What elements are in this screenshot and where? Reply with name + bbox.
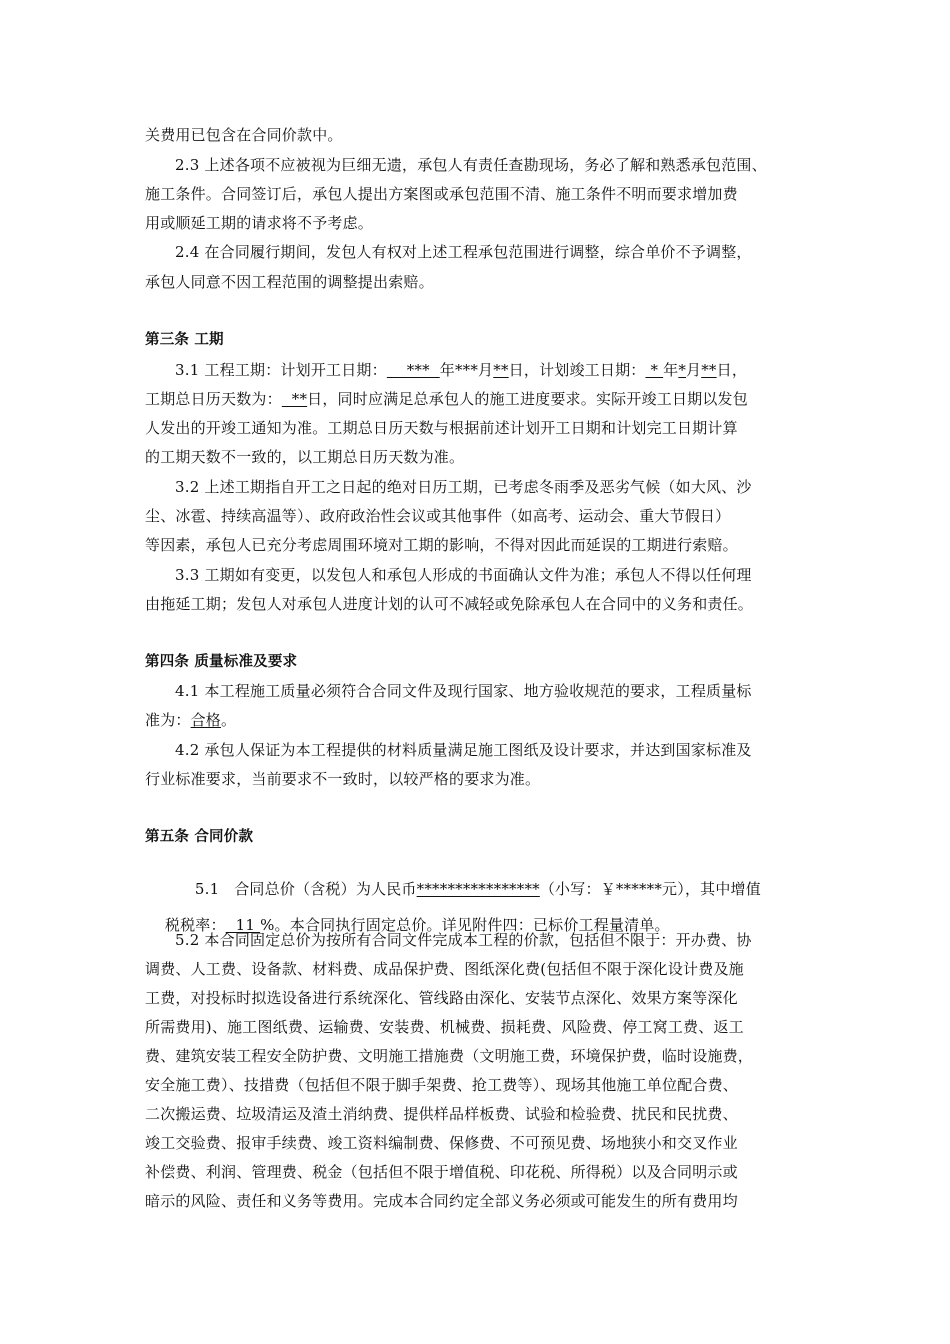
paragraph-line: 暗示的风险、责任和义务等费用。完成本合同约定全部义务必须或可能发生的所有费用均 xyxy=(145,1192,738,1210)
start-day-blank: ** xyxy=(493,361,509,379)
end-month-blank: * xyxy=(678,361,687,379)
paragraph-line: 由拖延工期；发包人对承包人进度计划的认可不减轻或免除承包人在合同中的义务和责任。 xyxy=(145,595,754,613)
clause-2-3-line: 2.3 上述各项不应被视为巨细无遗，承包人有责任查勘现场，务必了解和熟悉承包范围、 xyxy=(175,156,767,174)
contract-amount-blank: **************** xyxy=(416,880,540,898)
paragraph-line xyxy=(145,710,236,730)
paragraph-line: 行业标准要求，当前要求不一致时，以较严格的要求为准。 xyxy=(145,770,541,788)
text-run: 工期总日历天数为： xyxy=(145,390,282,408)
clause-3-1-line xyxy=(175,360,747,380)
paragraph-line: 人发出的开竣工通知为准。工期总日历天数与根据前述计划开工日期和计划完工日期计算 xyxy=(145,419,738,437)
paragraph-line: 尘、冰雹、持续高温等）、政府政治性会议或其他事件（如高考、运动会、重大节假日） xyxy=(145,507,731,525)
clause-4-2-line: 4.2 承包人保证为本工程提供的材料质量满足施工图纸及设计要求，并达到国家标准及 xyxy=(175,741,752,759)
clause-2-4-line: 2.4 在合同履行期间，发包人有权对上述工程承包范围进行调整，综合单价不予调整， xyxy=(175,243,752,261)
text-run: 日， xyxy=(716,361,748,379)
text-run: 日，同时应满足总承包人的施工进度要求。实际开竣工日期以发包 xyxy=(307,390,748,408)
paragraph-line: 用或顺延工期的请求将不予考虑。 xyxy=(145,214,374,232)
text-run: %。本合同执行固定总价。详见附件四：已标价工程量清单。 xyxy=(260,916,670,934)
clause-4-1-line: 4.1 本工程施工质量必须符合合同文件及现行国家、地方验收规范的要求，工程质量标 xyxy=(175,682,752,700)
end-year-blank: * xyxy=(645,361,664,379)
paragraph-line: 施工条件。合同签订后，承包人提出方案图或承包范围不清、施工条件不明而要求增加费 xyxy=(145,185,738,203)
paragraph-line: 费、建筑安装工程安全防护费、文明施工措施费（文明施工费，环境保护费，临时设施费， xyxy=(145,1047,754,1065)
paragraph-line xyxy=(145,389,748,409)
clause-5-2-line: 5.2 本合同固定总价为按所有合同文件完成本工程的价款，包括但不限于：开办费、协 xyxy=(175,931,752,949)
paragraph-line: 所需费用)、施工图纸费、运输费、安装费、机械费、损耗费、风险费、停工窝工费、返工 xyxy=(145,1018,744,1036)
section-heading-article-5: 第五条 合同价款 xyxy=(145,829,254,845)
paragraph-line: 的工期天数不一致的，以工期总日历天数为准。 xyxy=(145,448,465,466)
text-run: 。 xyxy=(221,711,237,729)
end-day-blank: ** xyxy=(701,361,717,379)
paragraph-line: 二次搬运费、垃圾清运及渣土消纳费、提供样品样板费、试验和检验费、扰民和民扰费、 xyxy=(145,1105,738,1123)
text-run: 准为： xyxy=(145,711,191,729)
paragraph-line: 关费用已包含在合同价款中。 xyxy=(145,126,343,144)
paragraph-line: 工费，对投标时拟选设备进行系统深化、管线路由深化、安装节点深化、效果方案等深化 xyxy=(145,989,738,1007)
quality-standard-value: 合格 xyxy=(190,711,222,729)
paragraph-line: 等因素，承包人已充分考虑周围环境对工期的影响，不得对因此而延误的工期进行索赔。 xyxy=(145,536,738,554)
text-run: 年***月 xyxy=(439,361,494,379)
vat-rate-value: 11 xyxy=(225,916,261,934)
text-run: 年 xyxy=(663,361,679,379)
text-run: 税税率： xyxy=(164,916,226,934)
total-days-blank: ** xyxy=(281,390,308,408)
text-run: 月 xyxy=(686,361,702,379)
start-year-blank: *** xyxy=(386,361,440,379)
section-heading-article-3: 第三条 工期 xyxy=(145,332,224,348)
section-heading-article-4: 第四条 质量标准及要求 xyxy=(145,654,298,670)
text-run: 3.1 工程工期：计划开工日期： xyxy=(175,361,387,379)
text-run: 5.1 合同总价（含税）为人民币 xyxy=(194,880,417,898)
clause-3-2-line: 3.2 上述工期指自开工之日起的绝对日历工期，已考虑冬雨季及恶劣气候（如大风、沙 xyxy=(175,478,752,496)
paragraph-line: 竣工交验费、报审手续费、竣工资料编制费、保修费、不可预见费、场地狭小和交叉作业 xyxy=(145,1134,738,1152)
paragraph-line: 安全施工费）、技措费（包括但不限于脚手架费、抢工费等）、现场其他施工单位配合费、 xyxy=(145,1076,739,1094)
text-run: （小写：￥******元），其中增值 xyxy=(539,880,761,898)
text-run: 日，计划竣工日期： xyxy=(508,361,646,379)
clause-3-3-line: 3.3 工期如有变更，以发包人和承包人形成的书面确认文件为准；承包人不得以任何理 xyxy=(175,566,752,584)
paragraph-line: 调费、人工费、设备款、材料费、成品保护费、图纸深化费(包括但不限于深化设计费及施 xyxy=(145,960,744,978)
paragraph-line: 补偿费、利润、管理费、税金（包括但不限于增值税、印花税、所得税）以及合同明示或 xyxy=(145,1163,738,1181)
paragraph-line: 承包人同意不因工程范围的调整提出索赔。 xyxy=(145,273,434,291)
